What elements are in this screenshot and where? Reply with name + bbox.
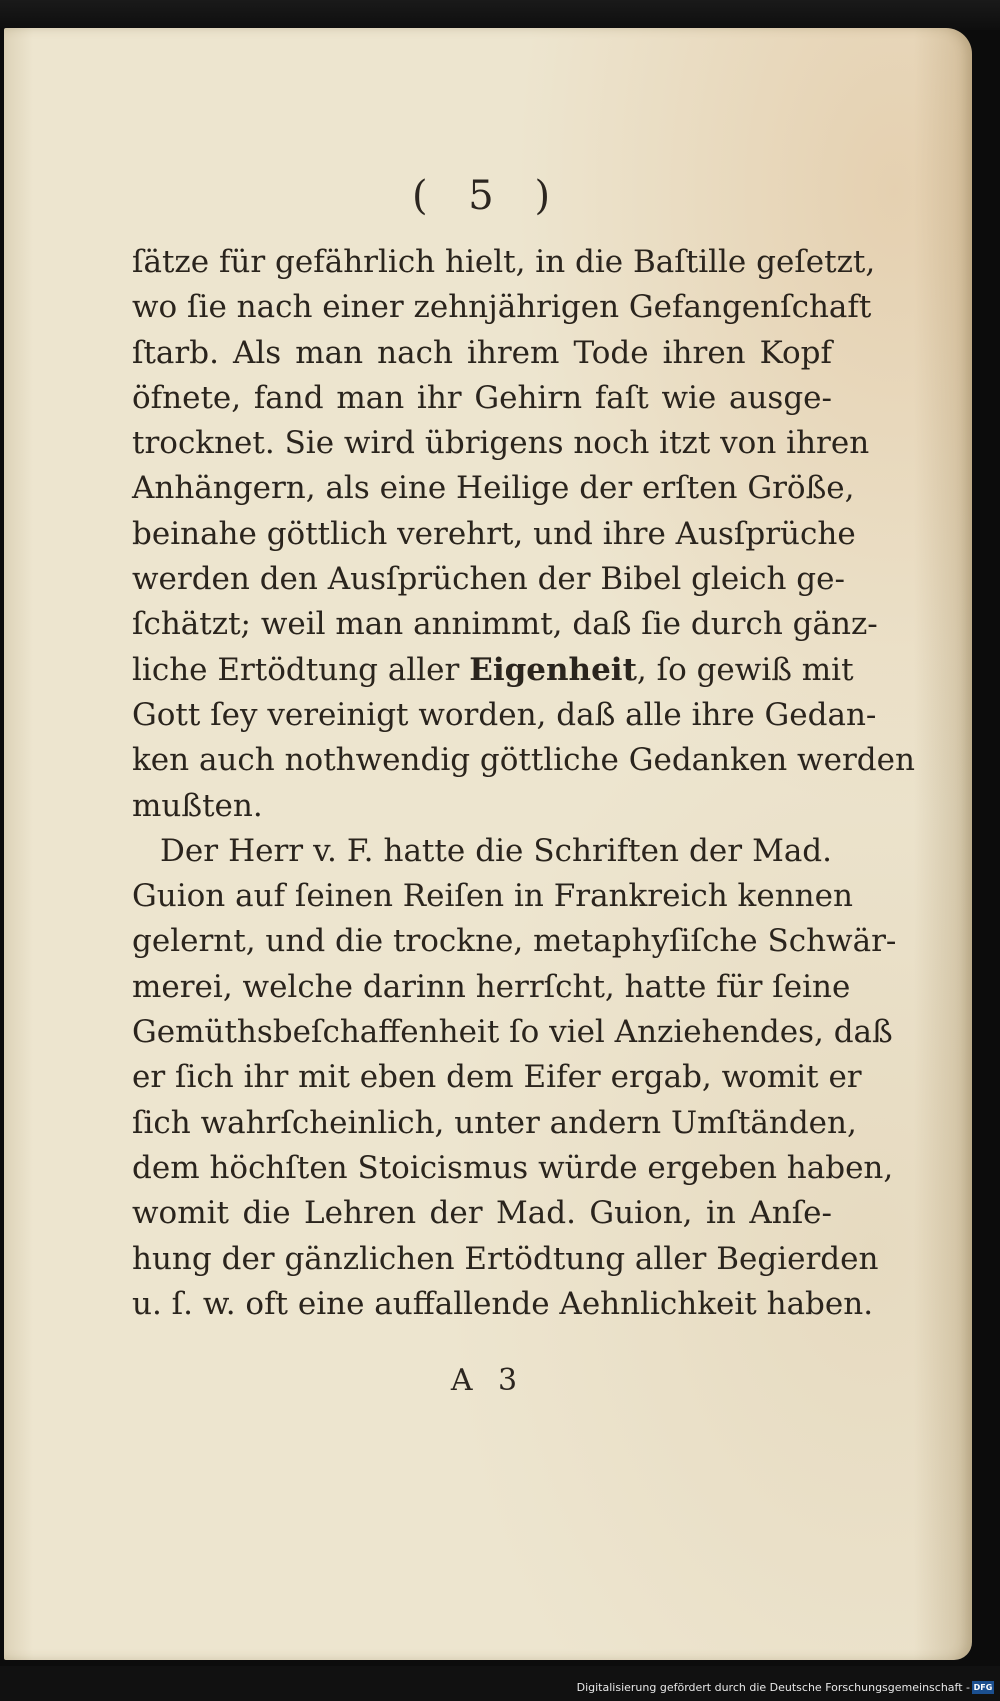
text-line: öfnete, fand man ihr Gehirn faſt wie ausge-	[132, 379, 832, 416]
text-line: wo ſie nach einer zehnjährigen Gefangenſchaft	[132, 289, 872, 326]
text-line: ſätze für gefährlich hielt, in die Baſtille geſetzt,	[132, 244, 876, 280]
text-line-start: liche Ertödtung aller	[132, 651, 470, 688]
text-line: beinahe göttlich verehrt, und ihre Ausſprüche	[132, 515, 856, 552]
emphasized-word: Eigenheit	[469, 651, 637, 688]
funding-credit: Digitalisierung gefördert durch die Deutsche Forschungsgemeinschaft -	[576, 1681, 970, 1694]
page-number-header: ( 5 )	[411, 173, 565, 219]
text-line: mußten.	[132, 787, 263, 824]
text-line: Gemüthsbeſchaffenheit ſo viel Anziehendes, daß	[132, 1014, 893, 1051]
book-page	[4, 28, 972, 1660]
text-line: Guion auf ſeinen Reiſen in Frankreich kennen	[132, 878, 853, 915]
text-line: ſich wahrſcheinlich, unter andern Umſtänden,	[132, 1104, 857, 1141]
text-line: ſtarb. Als man nach ihrem Tode ihren Kopf	[132, 334, 832, 371]
text-line: womit die Lehren der Mad. Guion, in Anſe-	[132, 1195, 832, 1232]
paragraph-start-line: Der Herr v. F. hatte die Schriften der Mad.	[160, 832, 832, 869]
body-text	[132, 240, 915, 1327]
text-line: Gott ſey vereinigt worden, daß alle ihre Gedan-	[132, 696, 877, 733]
text-line: hung der gänzlichen Ertödtung aller Begierden	[132, 1240, 879, 1277]
text-line: werden den Ausſprüchen der Bibel gleich ge-	[132, 561, 845, 598]
text-line	[132, 648, 854, 693]
text-line: ken auch nothwendig göttliche Gedanken werden	[132, 742, 915, 779]
text-line-end: , ſo gewiß mit	[636, 651, 854, 688]
text-line: dem höchſten Stoicismus würde ergeben haben,	[132, 1149, 894, 1186]
text-line: trocknet. Sie wird übrigens noch itzt von ihren	[132, 425, 870, 462]
text-line: gelernt, und die trockne, metaphyſiſche Schwär-	[132, 923, 897, 960]
text-line: u. ſ. w. oft eine auffallende Aehnlichkeit haben.	[132, 1285, 874, 1322]
scan-background-top	[0, 0, 1000, 30]
text-line: ſchätzt; weil man annimmt, daß ſie durch gänz-	[132, 606, 878, 643]
dfg-logo: DFG	[973, 1683, 993, 1692]
signature-mark: A 3	[450, 1363, 526, 1398]
text-line: er ſich ihr mit eben dem Eifer ergab, womit er	[132, 1059, 862, 1096]
text-line: merei, welche darinn herrſcht, hatte für ſeine	[132, 968, 851, 1005]
text-line: Anhängern, als eine Heilige der erſten Größe,	[132, 470, 855, 507]
